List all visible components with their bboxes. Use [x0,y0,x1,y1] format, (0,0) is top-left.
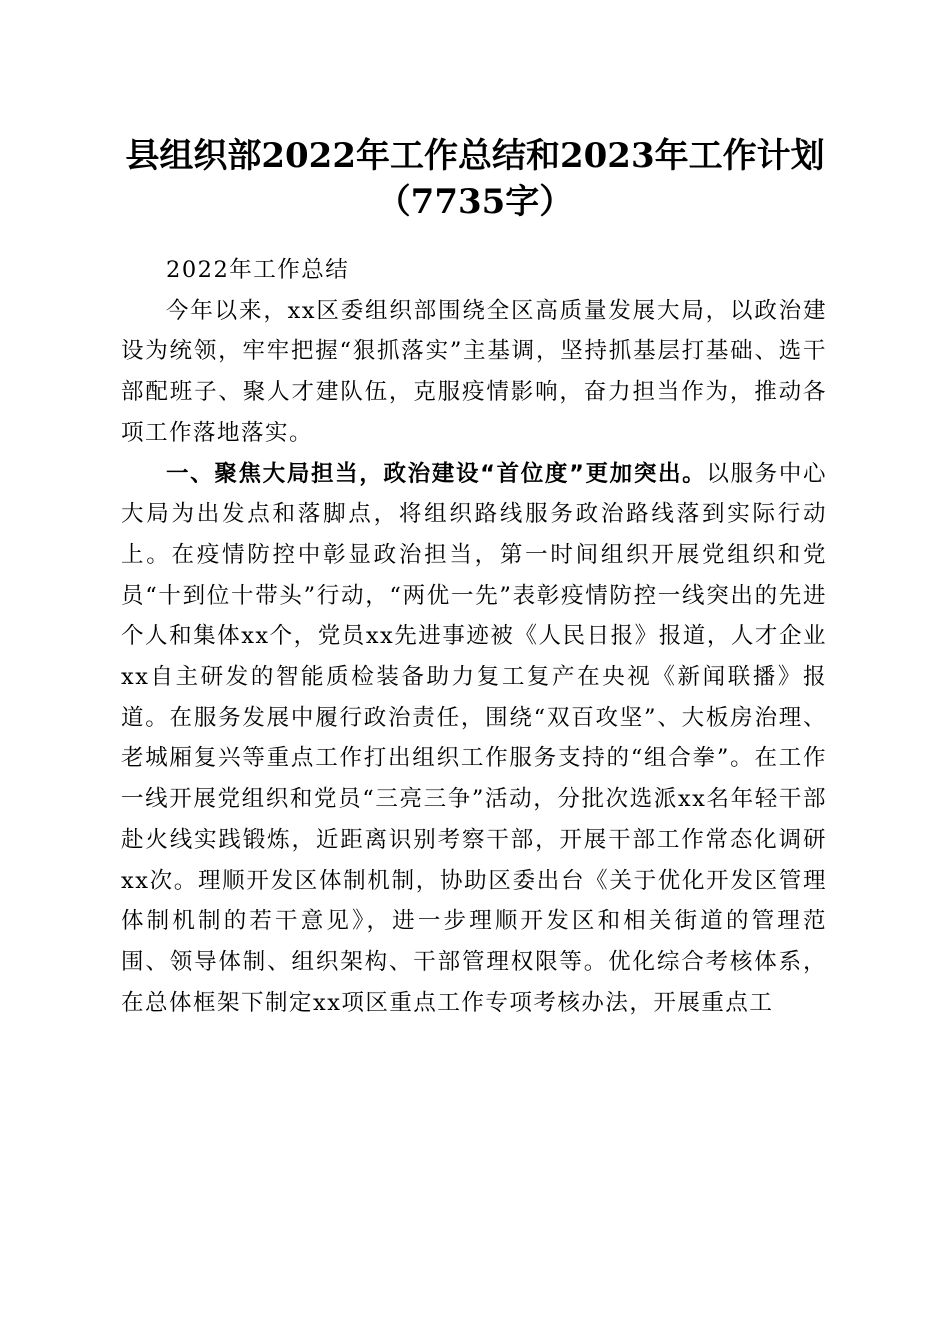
point-1-body: 以服务中心大局为出发点和落脚点，将组织路线服务政治路线落到实际行动上。在疫情防控中彰显政治担当，第一时间组织开展党组织和党员“十到位十带头”行动，“两优一先”表彰疫情防控一线突出的先进个人和集体xx个，党员xx先进事迹被《人民日报》报道，人才企业xx自主研发的智能质检装备助力复工复产在央视《新闻联播》报道。在服务发展中履行政治责任，围绕“双百攻坚”、大板房治理、老城厢复兴等重点工作打出组织工作服务支持的“组合拳”。在工作一线开展党组织和党员“三亮三争”活动，分批次选派xx名年轻干部赴火线实践锻炼，近距离识别考察干部，开展干部工作常态化调研xx次。理顺开发区体制机制，协助区委出台《关于优化开发区管理体制机制的若干意见》，进一步理顺开发区和相关街道的管理范围、领导体制、组织架构、干部管理权限等。优化综合考核体系，在总体框架下制定xx项区重点工作专项考核办法，开展重点工 [121,460,827,1016]
title-line-1: 县组织部2022年工作总结和2023年工作计划 [125,136,825,176]
section-heading: 2022年工作总结 [166,257,350,283]
document-body [121,250,827,1023]
point-1-paragraph [121,454,827,1024]
document-title [0,133,950,225]
title-line-2: （7735字） [376,182,574,222]
intro-paragraph: 今年以来，xx区委组织部围绕全区高质量发展大局，以政治建设为统领，牢牢把握“狠抓落实”主基调，坚持抓基层打基础、选干部配班子、聚人才建队伍，克服疫情影响，奋力担当作为，推动各项工作落地落实。 [121,297,827,446]
point-1-lead: 一、聚焦大局担当，政治建设“首位度”更加突出。 [166,460,707,487]
